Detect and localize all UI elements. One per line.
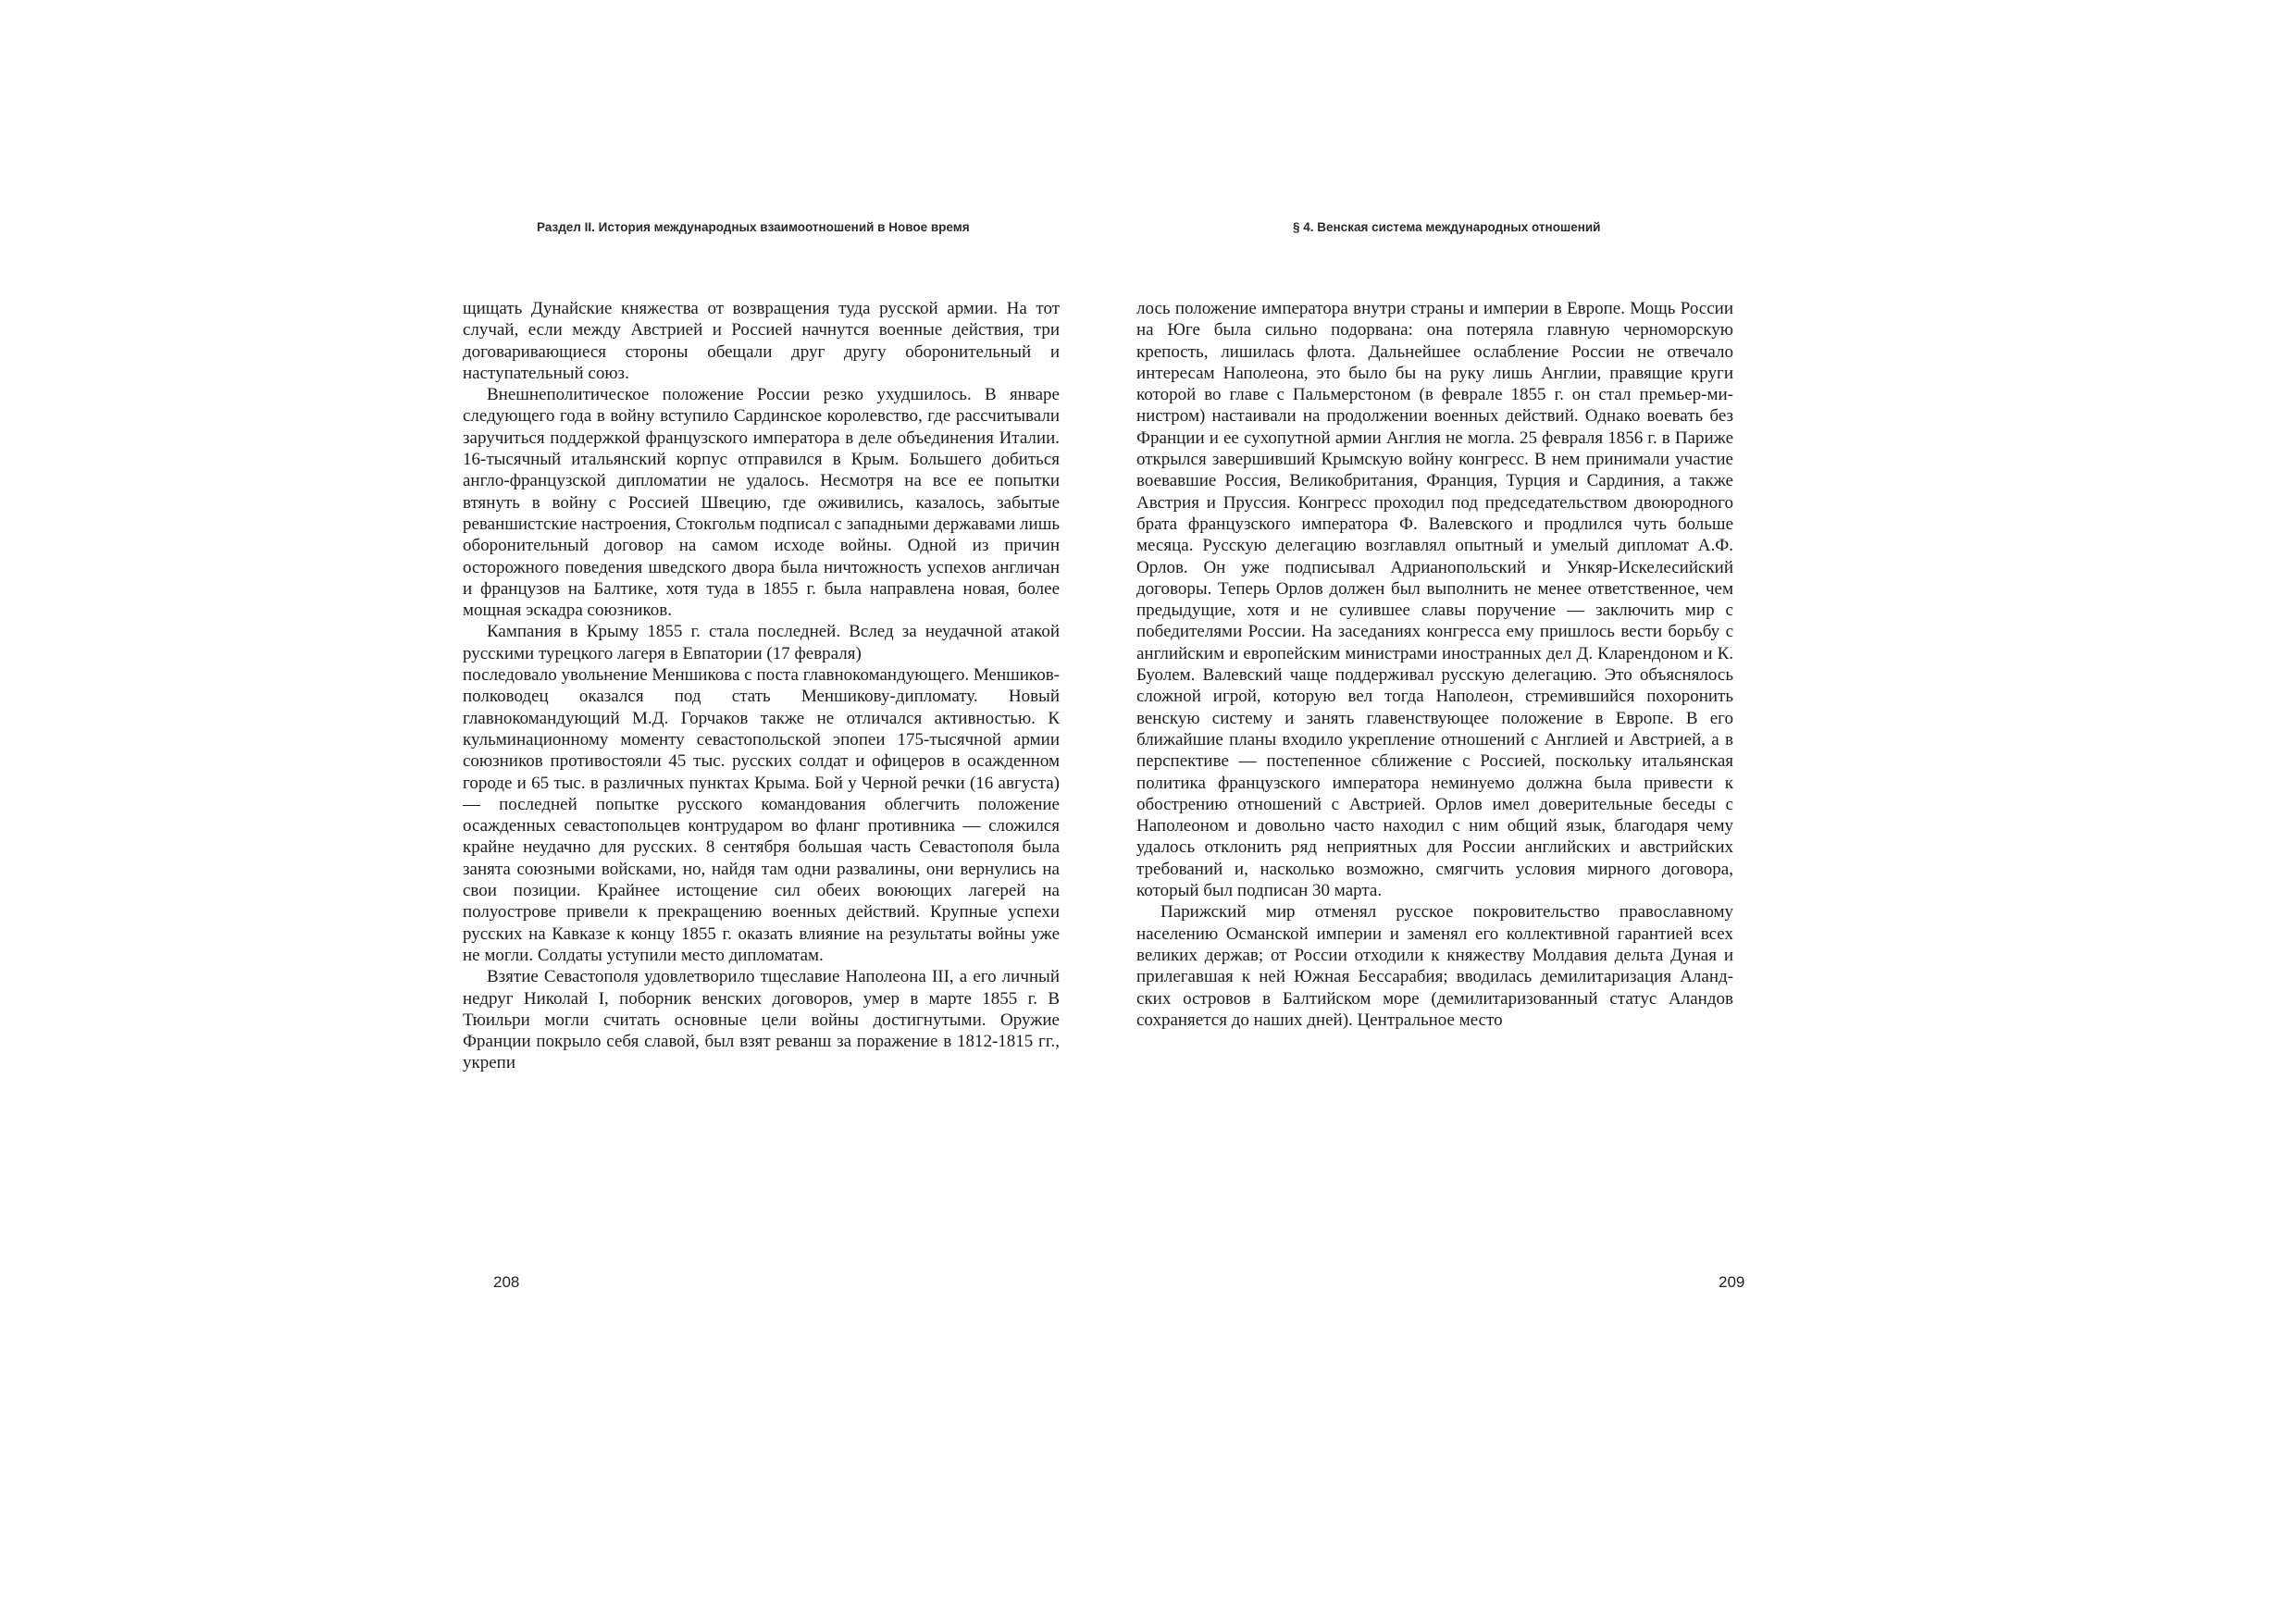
paragraph: Внешнеполитическое положение России резко ухудшилось. В январе следующего года в войну вступило Сардинское королевство, где рассчитывали заручиться поддержкой французского императора в деле объединения Италии. 16-тысячный итальянский корпус отправился в Крым. Большего добиться англо-французской дипломатии не удалось. Несмотря на все ее попытки втянуть в войну с Россией Швецию, где оживились, казалось, забытые реваншистские настроения, Стокгольм подписал с западными державами лишь оборонительный договор на самом исходе войны. Одной из причин осторожного поведения шведского двора была ничтожность успехов англичан и французов на Балтике, хотя туда в 1855 г. была направлена новая, более мощная эскадра союзников. <box>463 385 1060 621</box>
paragraph: щищать Дунайские княжества от возвращения туда русской армии. На тот случай, если между Австрией и Россией начнутся военные действия, три договаривающиеся стороны обещали друг другу оборонительный и наступательный союз. <box>463 299 1060 383</box>
paragraph: Взятие Севастополя удовлетворило тщеславие Наполеона III, а его личный недруг Николай I, поборник венских договоров, умер в марте 1855 г. В Тюильри могли считать основные цели войны достигнутыми. Оружие Франции покрыло себя славой, был взят реванш за поражение в 1812-1815 гг., укрепи <box>463 967 1060 1073</box>
paragraph: лось положение императора внутри страны и империи в Европе. Мощь России на Юге была сильно подорвана: она потеряла главную черноморскую крепость, лишилась флота. Дальнейшее ослабление России не отвечало интересам Наполеона, это было бы на руку лишь Англии, правящие круги которой во главе с Пальмерстоном (в феврале 1855 г. он стал премьер-министром) настаивали на продолжении военных действий. Однако воевать без Франции и ее сухопутной армии Англия не могла. 25 февраля 1856 г. в Париже открылся завершивший Крымскую войну конгресс. В нем принимали участие воевавшие Россия, Великобритания, Франция, Турция и Сардиния, а также Австрия и Пруссия. Конгресс проходил под председательством двоюродного брата французского императора Ф. Валевского и продлился чуть больше месяца. Русскую делегацию возглавлял опытный и умелый дипломат А.Ф. Орлов. Он уже подписывал Адрианопольский и Ункяр-Искелесийский договоры. Теперь Орлов должен был выполнить не менее ответственное, чем предыдущие, хотя и не сулившее славы поручение — заключить мир с победителями России. На заседаниях конгресса ему пришлось вести борьбу с английским и европейским министрами иностранных дел Д. Кларендоном и К. Буолем. Валевский чаще поддерживал русскую делегацию. Это объяснялось сложной игрой, которую вел тогда Наполеон, стремившийся похоронить венскую систему и занять главенствующее положение в Европе. В его ближайшие планы входило укрепление отношений с Англией и Австрией, а в перспективе — постепенное сближение с Россией, поскольку итальянская политика французского императора неминуемо должна была привести к обострению отношений с Австрией. Орлов имел доверительные беседы с Наполеоном и довольно часто находил с ним общий язык, благодаря чему удалось отклонить ряд неприятных для России английских и австрийских требований и, насколько возможно, смягчить условия мирного договора, который был подписан 30 марта. <box>1136 299 1733 901</box>
body-text <box>463 298 1060 1074</box>
paragraph: последовало увольнение Меншикова с поста главнокомандующего. Меншиков-полководец оказался под стать Меншикову-дипломату. Новый главнокомандующий М.Д. Горчаков также не отличался активностью. К кульминационному моменту севастопольской эпопеи 175-тысячной армии союзников противостояли 45 тыс. русских солдат и офицеров в осажденном городе и 65 тыс. в различных пунктах Крыма. Бой у Черной речки (16 августа) — последней попытке русского командования облегчить положение осажденных севастопольцев контрударом во фланг противника — сложился крайне неудачно для русских. 8 сентября большая часть Севастополя была занята союзными войсками, но, найдя там одни развалины, они вернулись на свои позиции. Крайнее истощение сил обеих воюющих лагерей на полуострове привели к прекращению военных действий. Крупные успехи русских на Кавказе к концу 1855 г. оказать влияние на результаты войны уже не могли. Солдаты уступили место дипломатам. <box>463 665 1060 965</box>
right-page <box>1136 0 2296 1623</box>
body-text <box>1136 298 1733 1031</box>
running-head: Раздел II. История международных взаимоотношений в Новое время <box>537 220 970 234</box>
page-number: 209 <box>1719 1273 1745 1291</box>
running-head: § 4. Венская система международных отношений <box>1293 220 1601 234</box>
paragraph: Кампания в Крыму 1855 г. стала последней. Вслед за неудачной атакой русскими турецкого лагеря в Евпатории (17 февраля) <box>463 622 1060 663</box>
page-number: 208 <box>493 1273 520 1291</box>
paragraph: Парижский мир отменял русское покровительство православному населению Османской империи и заменял его коллективной гарантией всех великих держав; от России отходили к княжеству Молдавия дельта Дуная и прилегавшая к ней Южная Бессарабия; вводилась демилитаризация Аландских островов в Балтийском море (демилитаризованный статус Аландов сохраняется до наших дней). Центральное место <box>1136 902 1733 1030</box>
